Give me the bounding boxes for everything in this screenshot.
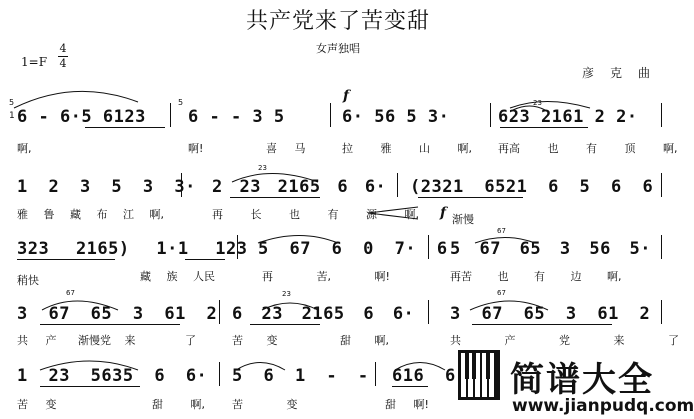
- grace-note: 67: [497, 289, 506, 297]
- lyric: 啊!: [188, 142, 204, 155]
- dynamic-forte: f: [343, 88, 350, 104]
- logo-url: www.jianpudq.com: [512, 396, 694, 416]
- meter-top: 4: [59, 42, 67, 55]
- site-logo: [450, 348, 694, 419]
- barline: [330, 103, 331, 127]
- lyric: 藏 族 人民: [140, 270, 215, 283]
- lyric: 共 产: [17, 334, 57, 347]
- measure-notes: (2321 6521 6 5 6 6: [410, 177, 654, 197]
- barline: [219, 362, 220, 386]
- lyric: 喜 马: [266, 142, 306, 155]
- measure-notes: 6 - - 3 5: [188, 107, 285, 127]
- grace-note: 23: [282, 290, 291, 298]
- grace-note: 23: [533, 99, 542, 107]
- lyric: 啊,: [17, 142, 32, 155]
- barline: [661, 103, 662, 127]
- lyric: 苦 变: [17, 398, 57, 411]
- dynamic-forte: f: [440, 205, 447, 221]
- measure-notes: 623 2161 2 2·: [498, 107, 638, 127]
- barline: [428, 300, 429, 324]
- measure-notes: 3 67 65 3 61 2: [17, 304, 218, 324]
- measure-notes: 1 2 3 5 3 3·: [17, 177, 196, 197]
- lyric: 再 长 也 有 源 啊,: [212, 208, 419, 221]
- measure-notes: 1 23 5635 6 6·: [17, 366, 208, 386]
- grace-note: 5: [178, 98, 184, 107]
- tempo-marking: 渐慢: [452, 213, 474, 226]
- measure-notes: 323 2165) 1·1 123: [17, 239, 248, 259]
- composer-credit: 彦克曲: [582, 66, 667, 80]
- barline: [397, 173, 398, 197]
- lyric: 拉 雅 山 啊,: [342, 142, 472, 155]
- measure-notes: 6 - 6·5 6123: [17, 107, 146, 127]
- lyric: 苦 变: [232, 398, 298, 411]
- measure-notes: 6· 56 5 3·: [342, 107, 450, 127]
- slur: [14, 91, 138, 108]
- barline: [490, 103, 491, 127]
- tempo-marking: 渐慢党 来: [78, 334, 136, 347]
- measure-notes: 5 6 1 - -: [232, 366, 369, 386]
- grace-note: 67: [497, 227, 506, 235]
- lyric: 甜 啊,: [152, 398, 205, 411]
- grace-note: 23: [258, 164, 267, 172]
- lyric: 共 产 党 来 了: [450, 334, 679, 347]
- song-title: 共产党来了苦变甜: [245, 9, 430, 34]
- measure-notes: 616 6: [392, 366, 456, 386]
- barline: [219, 300, 220, 324]
- measure-notes: 5 67 6 0 7· 6: [258, 239, 448, 259]
- measure-notes: 5 67 65 3 56 5·: [450, 239, 652, 259]
- measure-notes: 3 67 65 3 61 2: [450, 304, 651, 324]
- lyric: 再高 也 有 顶 啊,: [498, 142, 678, 155]
- lyric: 甜 啊,: [340, 334, 389, 347]
- grace-note: 67: [66, 289, 75, 297]
- tempo-marking: 稍快: [17, 274, 39, 287]
- barline: [661, 300, 662, 324]
- lyric: 苦 变: [232, 334, 278, 347]
- piano-icon: [458, 350, 500, 400]
- lyric: 甜 啊!: [385, 398, 429, 411]
- key-signature: 1=F: [21, 55, 48, 69]
- performance-type: 女声独唱: [316, 42, 360, 55]
- meter-bottom: 4: [59, 57, 67, 70]
- grace-note: 5: [9, 98, 15, 107]
- lyric: 了: [185, 334, 196, 347]
- barline: [375, 362, 376, 386]
- barline: [661, 235, 662, 259]
- measure-notes: 2 23 2165 6 6·: [212, 177, 387, 197]
- logo-text: 简谱大全: [510, 360, 654, 400]
- barline: [661, 173, 662, 197]
- measure-notes: 6 23 2165 6 6·: [232, 304, 415, 324]
- lyric: 再苦 也 有 边 啊,: [450, 270, 622, 283]
- lyric: 雅 鲁 藏 布 江 啊,: [17, 208, 164, 221]
- barline: [170, 103, 171, 127]
- grace-note: 1: [9, 111, 15, 121]
- lyric: 再 苦, 啊!: [262, 270, 390, 283]
